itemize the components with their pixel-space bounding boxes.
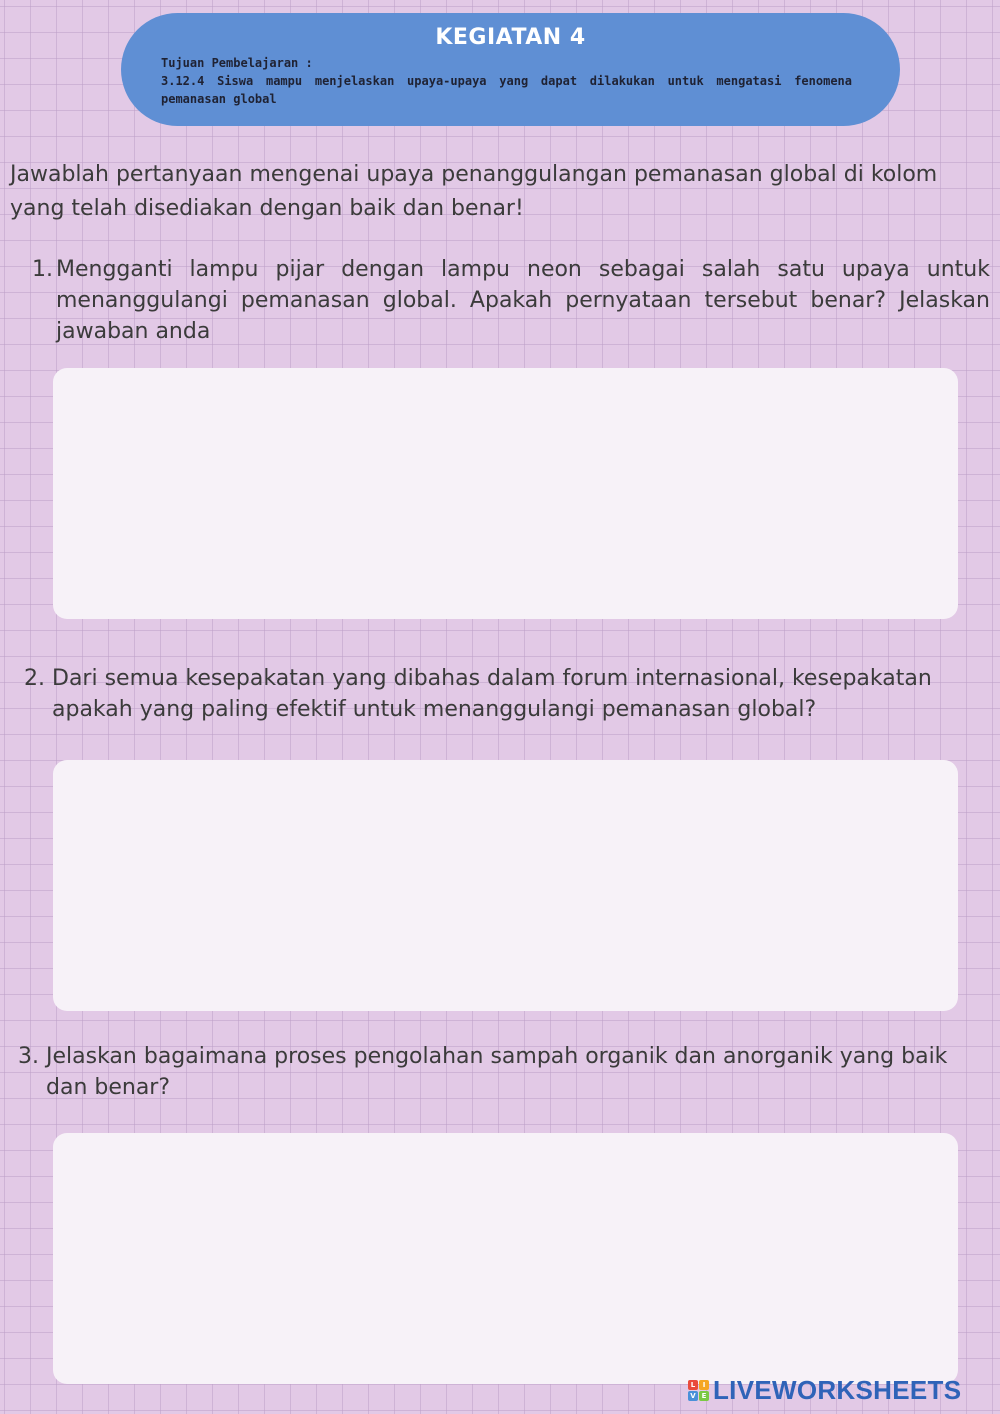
question-text: Mengganti lampu pijar dengan lampu neon sebagai salah satu upaya untuk menanggulangi pemanasan global. Apakah pernyataan tersebut benar? Jelaskan jawaban anda [56,257,990,344]
header-banner [121,13,900,126]
answer-box-2[interactable] [53,760,958,1011]
answer-box-3[interactable] [53,1133,958,1384]
question-number: 1. [32,257,53,282]
liveworksheets-logo [688,1375,961,1405]
question-2 [24,663,974,725]
logo-mark-tile: I [699,1380,709,1390]
logo-text: LIVEWORKSHEETS [713,1374,962,1405]
objective-label: Tujuan Pembelajaran : [161,56,313,70]
question-3 [18,1041,948,1103]
logo-mark-tile: V [688,1391,698,1401]
activity-title: KEGIATAN 4 [435,25,586,50]
question-text: Jelaskan bagaimana proses pengolahan sampah organik dan anorganik yang baik dan benar? [46,1044,948,1100]
instruction-text: Jawablah pertanyaan mengenai upaya penanggulangan pemanasan global di kolom yang telah disediakan dengan baik dan benar! [10,162,938,221]
logo-mark-tile: L [688,1380,698,1390]
question-1 [32,254,990,347]
objective-text: 3.12.4 Siswa mampu menjelaskan upaya-upaya yang dapat dilakukan untuk mengatasi fenomena pemanasan global [161,74,852,106]
question-text: Dari semua kesepakatan yang dibahas dalam forum internasional, kesepakatan apakah yang paling efektif untuk menanggulangi pemanasan global? [52,666,932,722]
answer-box-1[interactable] [53,368,958,619]
logo-mark-tile: E [699,1391,709,1401]
liveworksheets-logo-icon [688,1380,709,1401]
question-number: 3. [18,1044,39,1069]
question-number: 2. [24,666,45,691]
